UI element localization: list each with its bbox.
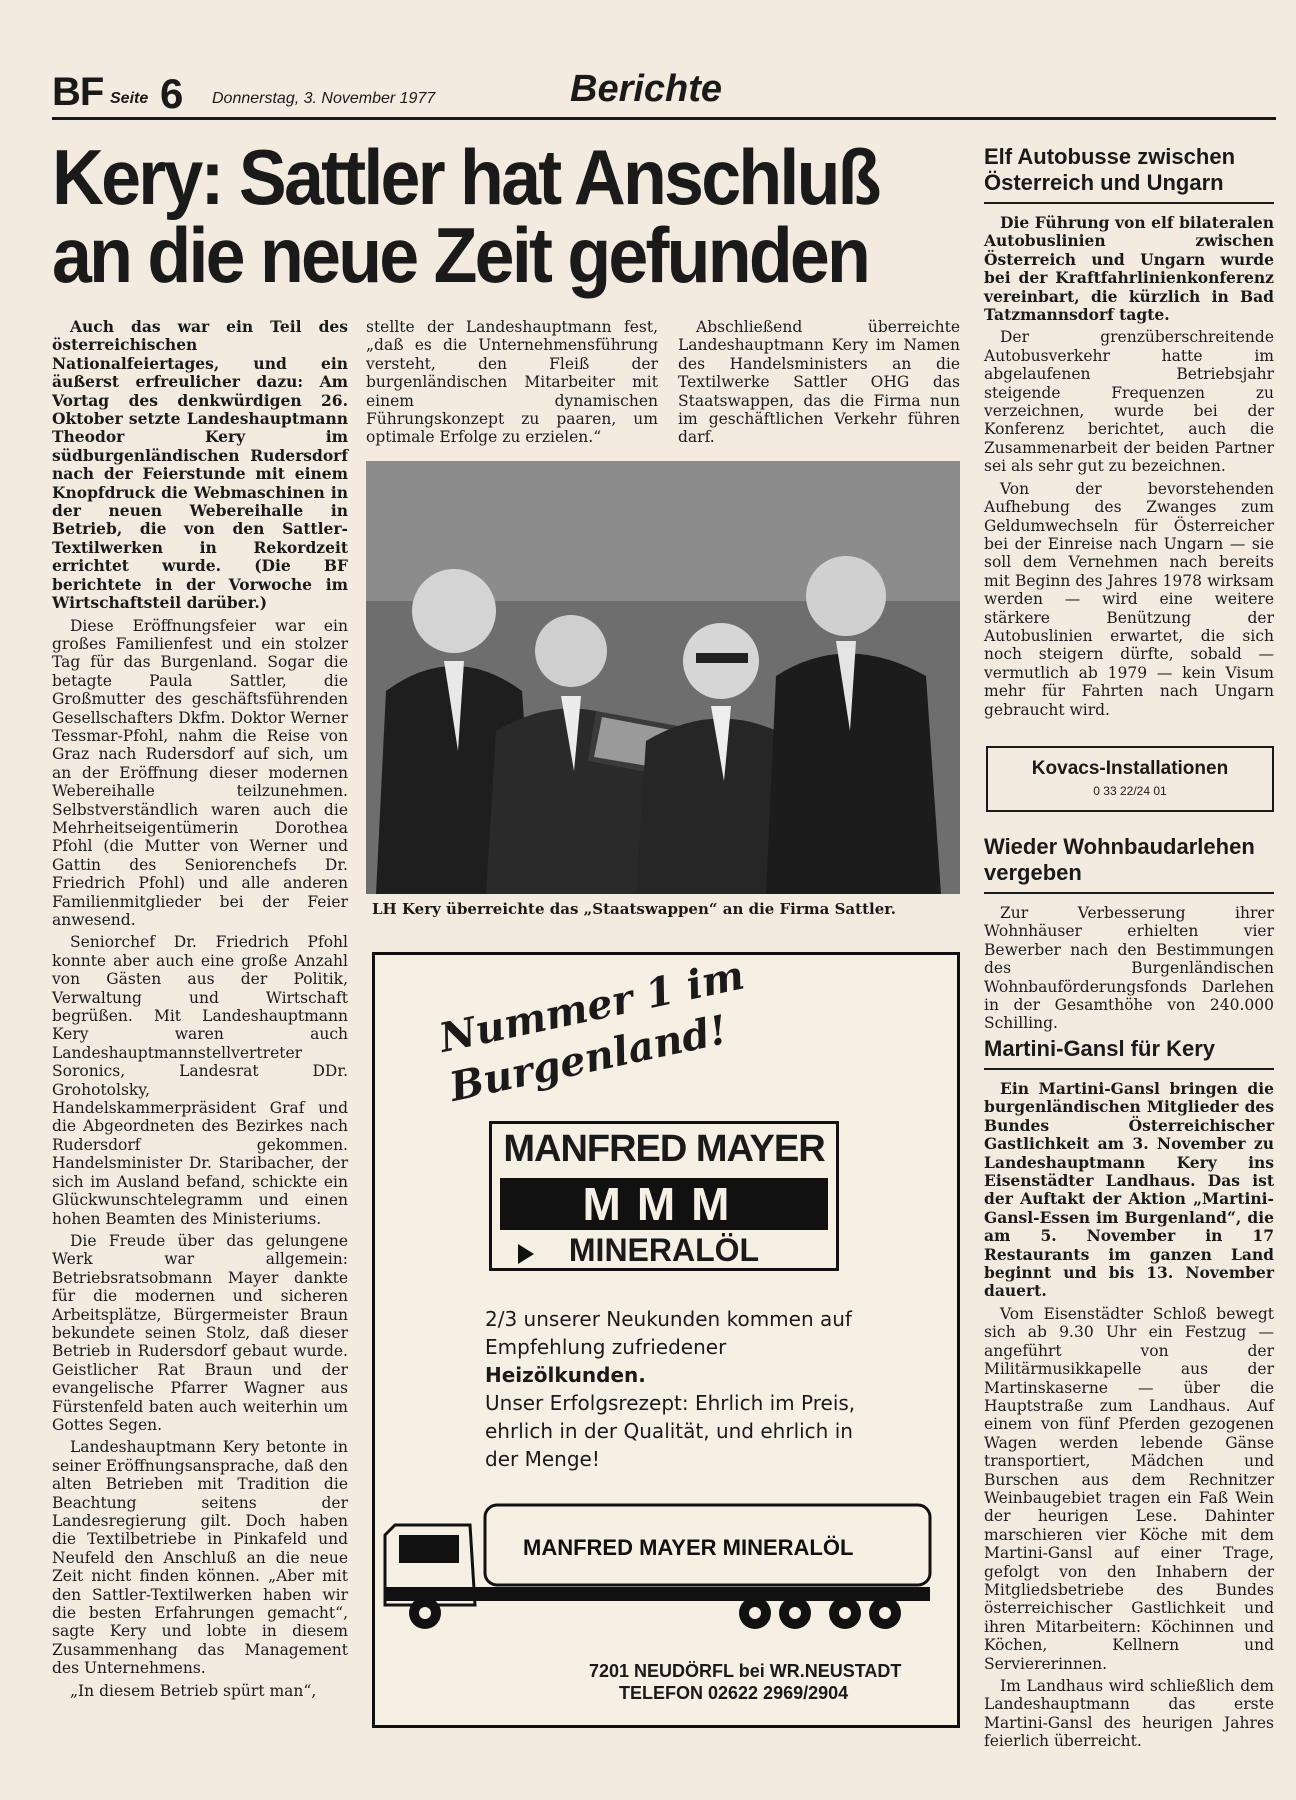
sidebar-paragraph: Zur Verbesserung ihrer Wohnhäuser erhielten vier Bewerber nach den Bestimmungen des Burgenländischen Wohnbauförderungsfonds Darlehen in der Gesamthöhe von 240.000 Schilling.	[984, 904, 1274, 1033]
newspaper-logo: BF	[52, 70, 104, 114]
advertisement	[372, 952, 960, 1728]
sidebar-story-martini	[984, 1036, 1274, 1755]
article-photo	[366, 461, 960, 894]
ad-slogan: Nummer 1 im Burgenland!	[435, 951, 749, 1111]
article-paragraph: Seniorchef Dr. Friedrich Pfohl konnte aber auch eine große Anzahl von Gästen aus der Politik, Verwaltung und Wirtschaft begrüßen. Mit Landeshauptmann Kery waren auch Landeshauptmannstellvertreter Soronics, Landesrat DDr. Grohotolsky, Handelskammerpräsident Graf und die Abgeordneten des Bezirkes nach Rudersdorf gekommen. Handelsminister Dr. Staribacher, der sich im Ausland befand, schickte ein Glückwunschtelegramm und einen hohen Beamten des Ministeriums.	[52, 933, 348, 1228]
article-paragraph: stellte der Landeshauptmann fest, „daß es die Unternehmensführung versteht, den Fleiß der burgenländischen Mitarbeiter mit einem dynamischen Führungskonzept zu paaren, um optimale Erfolge zu erzielen.“	[366, 318, 658, 447]
ad-address: 7201 NEUDÖRFL bei WR.NEUSTADT	[589, 1661, 902, 1681]
sidebar-lead: Die Führung von elf bilateralen Autobuslinien zwischen Österreich und Ungarn wurde bei der Kraftfahrlinienkonferenz vereinbart, die kürzlich in Bad Tatzmannsdorf tagte.	[984, 213, 1274, 325]
article-paragraph: Diese Eröffnungsfeier war ein großes Familienfest und ein stolzer Tag für das Burgenland. Sogar die betagte Paula Sattler, die Großmutter des geschäftsführenden Gesellschafters Dkfm. Doktor Werner Tessmar-Pfohl, nahm die Reise von Graz nach Rudersdorf auf sich, um an der Eröffnung dieser modernen Webereihalle teilzunehmen. Selbstverständlich waren auch die Mehrheitseigentümerin Dorothea Pfohl (die Mutter von Werner und Gattin des Seniorenchefs Dr. Friedrich Pfohl) und alle anderen Familienmitglieder bei der Feier anwesend.	[52, 616, 348, 929]
sidebar-paragraph: Im Landhaus wird schließlich dem Landeshauptmann das erste Martini-Gansl des heurigen Jahres feierlich überreicht.	[984, 1677, 1274, 1751]
ad-mmm-logo: MMM	[500, 1178, 828, 1230]
sidebar-paragraph: Der grenzüberschreitende Autobusverkehr hatte im abgelaufenen Betriebsjahr steigende Frequenzen zu verzeichnen, wurde bei der Konferenz berichtet, auch die Zusammenarbeit der beiden Partner sei als sehr gut zu bezeichnen.	[984, 328, 1274, 476]
ad-body-text	[485, 1305, 865, 1473]
ad-body-line: 2/3 unserer Neukunden kommen auf Empfehlung zufriedener	[485, 1307, 852, 1359]
sidebar-rule	[984, 202, 1274, 204]
ad-contact	[589, 1660, 901, 1704]
sidebar-rule	[984, 892, 1274, 894]
section-title: Berichte	[570, 68, 723, 110]
truck-icon	[375, 1495, 957, 1635]
sidebar-text	[984, 1080, 1274, 1751]
truck-lettering: MANFRED MAYER MINERALÖL	[523, 1535, 854, 1560]
sidebar-paragraph: Vom Eisenstädter Schloß bewegt sich ab 9.30 Uhr ein Festzug — angeführt von der Militärmusikkapelle aus der Martinskaserne — über die Hauptstraße zum Landhaus. Auf einem von fünf Pferden gezogenen Wagen werden lebende Gänse transportiert, Mädchen und Burschen aus dem Rechnitzer Weinbaugebiet tragen ein Faß Wein der heurigen Lese. Dahinter marschieren vier Köche mit dem Martini-Gansl auf einer Trage, gefolgt von den Inhabern der Mitgliedsbetriebe des Bundes österreichischer Gastlichkeit und ihren Mitarbeitern: Köchinnen und Köchen, Kellnern und Serviererinnen.	[984, 1304, 1274, 1673]
article-lead: Auch das war ein Teil des österreichischen Nationalfeiertages, und ein äußerst erfreulicher dazu: Am Vortag des denkwürdigen 26. Oktober setzte Landeshauptmann Theodor Kery im südburgenländischen Rudersdorf nach der Feierstunde mit einem Knopfdruck die Webmaschinen in der neuen Webereihalle in Betrieb, die von den Sattler-Textilwerken in Rekordzeit errichtet wurde. (Die BF berichtete in der Vorwoche im Wirtschaftsteil darüber.)	[52, 317, 348, 613]
masthead-rule	[52, 117, 1276, 120]
masthead	[52, 70, 1272, 120]
article-paragraph: Abschließend überreichte Landeshauptmann Kery im Namen des Handelsministers an die Textilwerke Sattler OHG das Staatswappen, das die Firma nun im geschäftlichen Verkehr führen darf.	[678, 318, 960, 447]
article-column-2	[366, 318, 658, 451]
article-column-1	[52, 318, 348, 1704]
sidebar-headline: Martini-Gansl für Kery	[984, 1036, 1216, 1061]
ad-phone: TELEFON 02622 2969/2904	[619, 1683, 849, 1703]
photo-caption: LH Kery überreichte das „Staatswappen“ an die Firma Sattler.	[372, 900, 896, 918]
kovacs-ad	[986, 746, 1274, 812]
sidebar-story-wohnbau	[984, 834, 1274, 1037]
ad-brand-name: MANFRED MAYER	[503, 1128, 825, 1170]
article-paragraph: Die Freude über das gelungene Werk war allgemein: Betriebsratsobmann Mayer dankte für die modernen und sicheren Arbeitsplätze, Bürgermeister Braun bekundete seinen Stolz, daß dieser Betrieb in Rudersdorf gebaut wurde. Geistlicher Rat Braun und der evangelische Pfarrer Wagner aus Fürstenfeld baten auch weiterhin um Gottes Segen.	[52, 1231, 348, 1434]
kovacs-phone: 0 33 22/24 01	[1093, 784, 1167, 798]
article-paragraph: Landeshauptmann Kery betonte in seiner Eröffnungsansprache, daß den alten Betrieben mit Tradition die Beachtung seitens der Landesregierung gilt. Doch haben die Textilbetriebe in Pinkafeld und Neufeld den Anschluß an die neue Zeit nicht finden können. „Aber mit den Sattler-Textilwerken haben wir die besten Erfahrungen gemacht“, sagte Kery und lobte in diesem Zusammenhang das Management des Unternehmens.	[52, 1438, 348, 1678]
truck-illustration	[375, 1495, 957, 1635]
headline	[52, 133, 880, 299]
ad-logo-box	[489, 1121, 839, 1271]
sidebar-headline: Wieder Wohnbaudarlehen vergeben	[984, 834, 1255, 885]
photo-illustration	[366, 461, 960, 894]
sidebar-headline: Elf Autobusse zwischen Österreich und Ungarn	[984, 144, 1236, 195]
sidebar-paragraph: Von der bevorstehenden Aufhebung des Zwanges zum Geldumwechseln für Österreicher bei der Einreise nach Ungarn — sie soll dem Vernehmen nach bereits mit Beginn des Jahres 1978 wirksam werden — wird eine weitere stärkere Benützung der Autobuslinien erwartet, die sich noch steigern dürfte, sobald — vermutlich ab 1979 — kein Visum mehr für Fahrten nach Ungarn gebraucht wird.	[984, 479, 1274, 719]
kovacs-name: Kovacs-Installationen	[1031, 758, 1229, 779]
sidebar-rule	[984, 1068, 1274, 1070]
sidebar-lead: Ein Martini-Gansl bringen die burgenländischen Mitglieder des Bundes Österreichischer Gastlichkeit am 3. November zu Landeshauptmann Kery ins Eisenstädter Landhaus. Das ist der Auftakt der Aktion „Martini-Gansl-Essen im Burgenland“, die am 5. November in 17 Restaurants im ganzen Land beginnt und bis 13. November dauert.	[984, 1079, 1274, 1301]
headline-line-1: Kery: Sattler hat Anschluß	[52, 133, 879, 221]
article-paragraph: „In diesem Betrieb spürt man“,	[70, 1681, 317, 1700]
ad-body-bold: Heizölkunden.	[485, 1363, 646, 1387]
ad-mineral-label: MINERALÖL	[568, 1232, 760, 1268]
headline-line-2: an die neue Zeit gefunden	[52, 211, 869, 299]
page-number: 6	[160, 70, 184, 117]
sidebar-text	[984, 214, 1274, 719]
ad-body-line: Unser Erfolgsrezept: Ehrlich im Preis, ehrlich in der Qualität, und ehrlich in der Menge!	[485, 1391, 856, 1471]
page-label: Seite	[110, 90, 149, 107]
sidebar-text	[984, 904, 1274, 1033]
issue-date: Donnerstag, 3. November 1977	[212, 90, 436, 107]
sidebar-story-autobusse	[984, 144, 1274, 723]
article-column-3	[678, 318, 960, 451]
